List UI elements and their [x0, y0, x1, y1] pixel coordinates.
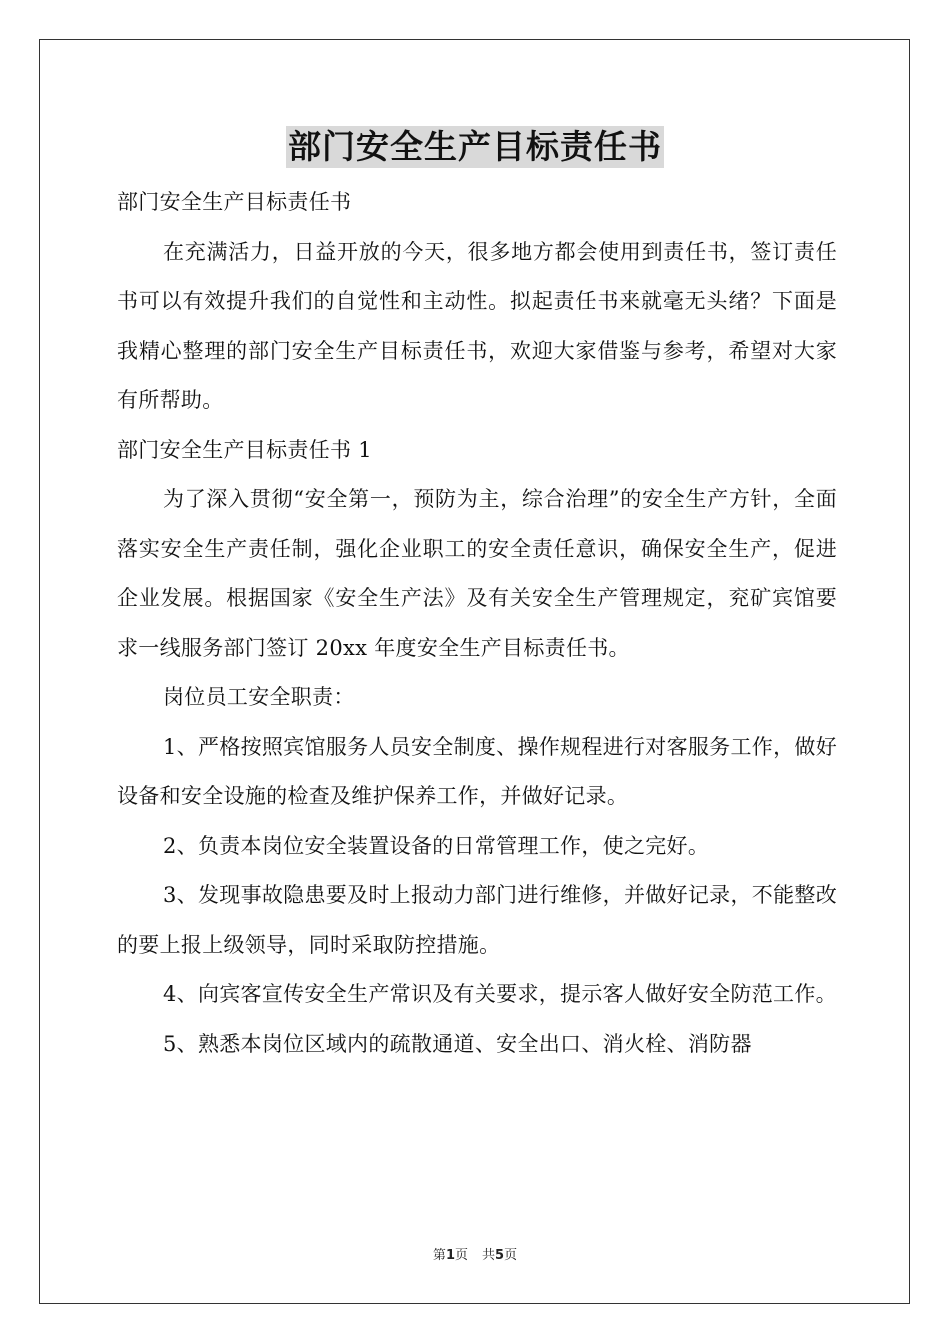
total-unit: 页	[504, 1248, 518, 1263]
paragraph-subtitle: 部门安全生产目标责任书	[117, 190, 352, 214]
duty-item-3: 3、发现事故隐患要及时上报动力部门进行维修，并做好记录，不能整改的要上报上级领导，同时采取防控措施。	[117, 883, 837, 957]
document-body	[117, 178, 837, 1069]
paragraph-policy: 为了深入贯彻“安全第一，预防为主，综合治理”的安全生产方针，全面落实安全生产责任制，强化企业职工的安全责任意识，确保安全生产，促进企业发展。根据国家《安全生产法》及有关安全生产管理规定，兖矿宾馆要求一线服务部门签订 20xx 年度安全生产目标责任书。	[117, 487, 837, 660]
duty-item-5: 5、熟悉本岗位区域内的疏散通道、安全出口、消火栓、消防器	[163, 1031, 752, 1056]
duty-item-1: 1、严格按照宾馆服务人员安全制度、操作规程进行对客服务工作，做好设备和安全设施的检查及维护保养工作，并做好记录。	[117, 734, 837, 808]
page-current: 1	[445, 1248, 455, 1263]
page-prefix: 第	[432, 1248, 446, 1263]
duty-item-2: 2、负责本岗位安全装置设备的日常管理工作，使之完好。	[163, 833, 710, 858]
paragraph-duties-heading: 岗位员工安全职责：	[163, 685, 355, 709]
page-total: 5	[495, 1248, 505, 1263]
paragraph-section-heading: 部门安全生产目标责任书 1	[117, 437, 372, 462]
duty-item-4: 4、向宾客宣传安全生产常识及有关要求，提示客人做好安全防范工作。	[163, 982, 837, 1006]
page-unit: 页	[454, 1248, 468, 1263]
document-title: 部门安全生产目标责任书	[288, 127, 662, 166]
title-wrap	[0, 126, 950, 168]
page-footer	[0, 1244, 950, 1263]
total-prefix: 共	[482, 1248, 496, 1263]
paragraph-intro: 在充满活力，日益开放的今天，很多地方都会使用到责任书，签订责任书可以有效提升我们的自觉性和主动性。拟起责任书来就毫无头绪？下面是我精心整理的部门安全生产目标责任书，欢迎大家借鉴与参考，希望对大家有所帮助。	[117, 239, 837, 412]
